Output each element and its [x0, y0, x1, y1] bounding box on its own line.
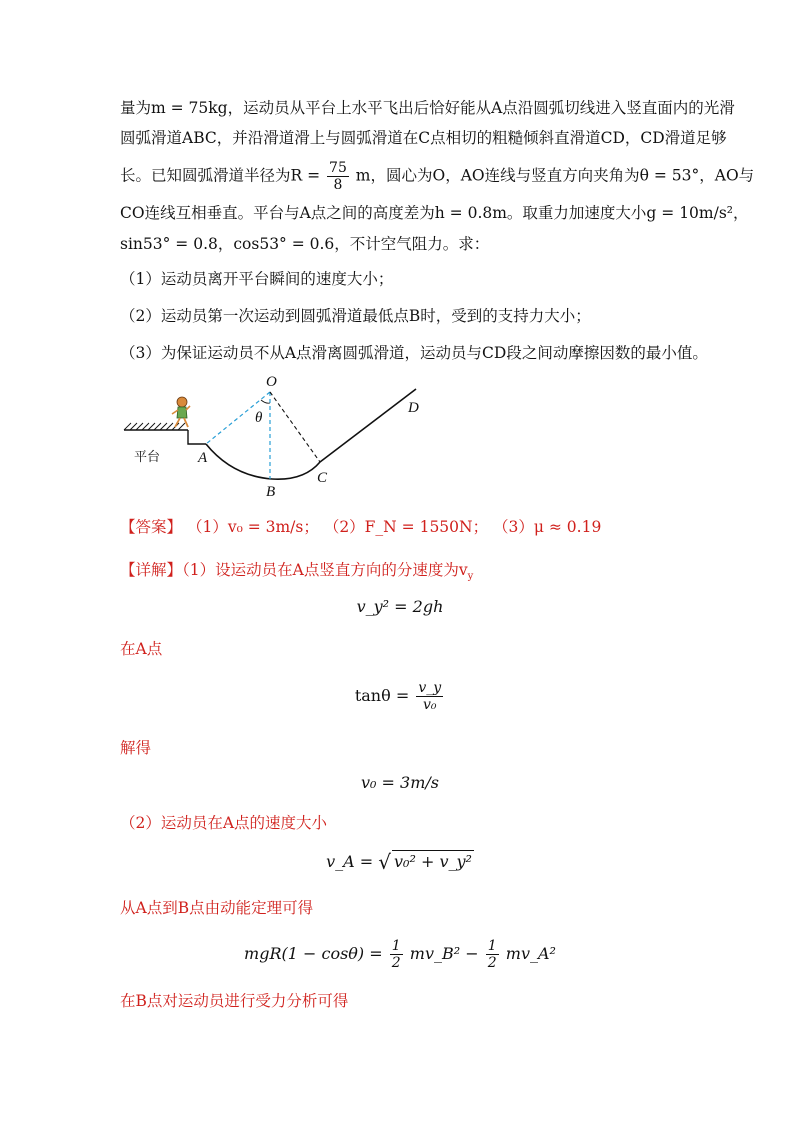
equation-5-half-2-den: 2 — [487, 955, 497, 971]
equation-5-half-1-den: 2 — [391, 955, 401, 971]
equation-5-half-1 — [390, 938, 403, 971]
question-2: （2）运动员第一次运动到圆弧滑道最低点B时，受到的支持力大小； — [120, 307, 591, 325]
radius-fraction-num: 75 — [329, 160, 347, 176]
label-b: B — [266, 484, 276, 497]
equation-5-half-1-num: 1 — [391, 938, 401, 954]
label-theta: θ — [255, 410, 263, 426]
equation-4 — [0, 850, 800, 873]
detail-a-to-b: 从A点到B点由动能定理可得 — [120, 899, 314, 917]
arc-slide-abc — [206, 444, 320, 479]
detail-at-a: 在A点 — [120, 640, 163, 658]
equation-4-left: v_A = — [326, 852, 374, 871]
answer-2: （2）F_N = 1550N； — [323, 518, 489, 536]
label-d: D — [408, 400, 419, 416]
problem-line-3 — [120, 160, 755, 193]
problem-line-2: 圆弧滑道ABC，并沿滑道滑上与圆弧滑道在C点相切的粗糙倾斜直滑道CD，CD滑道足够 — [120, 129, 727, 147]
answer-3: （3）μ ≈ 0.19 — [493, 518, 602, 536]
angle-arc — [261, 400, 270, 403]
problem-line-5: sin53° = 0.8，cos53° = 0.6，不计空气阻力。求： — [120, 235, 490, 253]
equation-5-half-2 — [486, 938, 499, 971]
radius-fraction-den: 8 — [333, 177, 343, 193]
equation-5-half-2-num: 1 — [487, 938, 497, 954]
equation-2 — [0, 680, 800, 713]
detail-at-b: 在B点对运动员进行受力分析可得 — [120, 992, 349, 1010]
incline-slide-cd — [320, 389, 416, 462]
athlete-figure — [172, 397, 190, 427]
equation-5-left: mgR(1 − cosθ) = — [244, 944, 383, 963]
question-3: （3）为保证运动员不从A点滑离圆弧滑道，运动员与CD段之间动摩擦因数的最小值。 — [120, 344, 708, 362]
problem-line-3-b: m，圆心为O，AO连线与竖直方向夹角为θ = 53°，AO与 — [355, 166, 755, 185]
label-a: A — [198, 450, 208, 466]
answer-tag: 【答案】 — [120, 518, 183, 536]
radius-fraction — [327, 160, 349, 193]
answer-line — [120, 516, 720, 538]
detail-intro-text: （1）设运动员在A点竖直方向的分速度为v — [182, 561, 468, 579]
equation-5-end: mv_A² — [505, 944, 556, 963]
equation-3: v₀ = 3m/s — [361, 773, 439, 792]
equation-2-fraction — [416, 680, 443, 713]
sqrt-icon: √ — [378, 850, 391, 874]
equation-2-left: tanθ = — [354, 686, 410, 705]
equation-1: v_y² = 2gh — [356, 597, 444, 616]
detail-part-2: （2）运动员在A点的速度大小 — [120, 814, 328, 832]
label-platform: 平台 — [134, 450, 161, 465]
problem-line-1: 量为m = 75kg，运动员从平台上水平飞出后恰好能从A点沿圆弧切线进入竖直面内的光滑 — [120, 99, 735, 117]
question-1: （1）运动员离开平台瞬间的速度大小； — [120, 270, 394, 288]
answer-1: （1）v₀ = 3m/s； — [186, 518, 319, 536]
platform-surface — [124, 423, 206, 444]
equation-5-mid: mv_B² − — [409, 944, 479, 963]
slide-diagram — [120, 372, 440, 497]
label-c: C — [317, 470, 328, 486]
equation-2-den: v₀ — [422, 697, 437, 713]
detail-intro-sub: y — [467, 571, 474, 583]
equation-5 — [0, 938, 800, 971]
detail-tag: 【详解】 — [120, 561, 183, 579]
radius-oc — [270, 392, 320, 462]
label-o: O — [266, 374, 277, 390]
problem-line-4: CO连线互相垂直。平台与A点之间的高度差为h = 0.8m。取重力加速度大小g = 10m/s²， — [120, 204, 749, 222]
detail-solve: 解得 — [120, 739, 152, 757]
equation-4-inner: v₀² + v_y² — [394, 852, 472, 871]
detail-intro — [120, 559, 720, 588]
problem-line-3-a: 长。已知圆弧滑道半径为R = — [120, 166, 321, 185]
equation-2-num: v_y — [418, 680, 442, 696]
